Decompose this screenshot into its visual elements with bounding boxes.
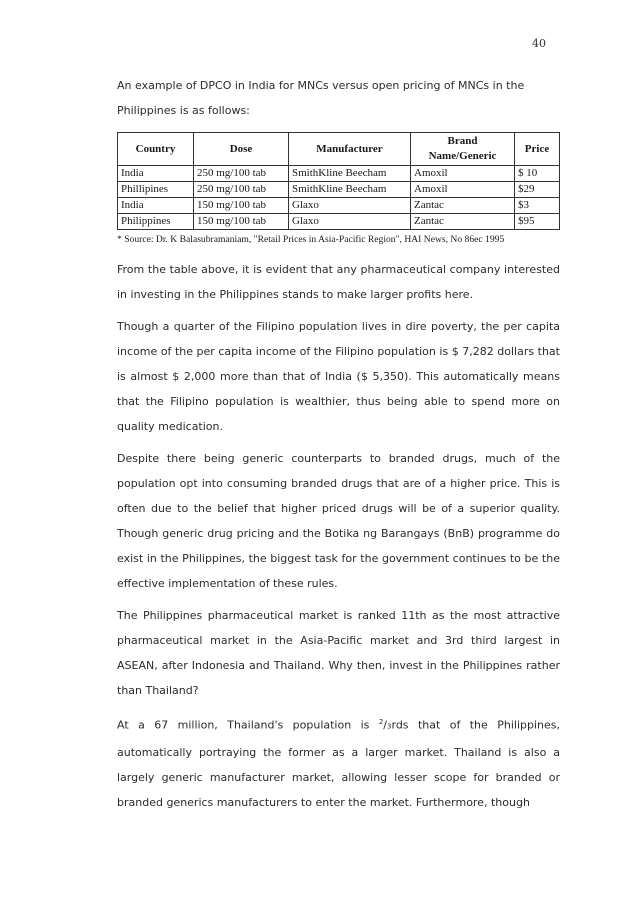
cell-brand: Zantac (411, 198, 515, 214)
cell-dose: 250 mg/100 tab (194, 166, 289, 182)
cell-price: $29 (515, 182, 560, 198)
paragraph: Despite there being generic counterparts to branded drugs, much of the population opt into consuming branded drugs that are of a higher price. This is often due to the belief that higher priced drugs will be of a superior quality. Though generic drug pricing and the Botika ng Barangays (BnB) programme do exist in the Philippines, the biggest task for the government continues to be the effective implementation of these rules. (117, 452, 560, 590)
cell-country: Phillipines (118, 182, 194, 198)
paragraph-last-end: rds that of the Philippines, automatically portraying the former as a larger market. Thailand is also a largely generic manufacturer market, allowing lesser scope for branded or branded generics manufacturers to enter the market. Furthermore, though (117, 718, 560, 809)
paragraph: Though a quarter of the Filipino population lives in dire poverty, the per capita income of the per capita income of the Filipino population is $ 7,282 dollars that is almost $ 2,000 more than that of India ($ 5,350). This automatically means that the Filipino population is wealthier, thus being able to spend more on quality medication. (117, 320, 560, 433)
paragraph-last (117, 710, 560, 815)
cell-manufacturer: Glaxo (289, 214, 411, 230)
paragraph-last-start: At a 67 million, Thailand's population is (117, 718, 379, 732)
page-number: 40 (532, 37, 546, 50)
header-price: Price (515, 133, 560, 166)
table-row (118, 182, 560, 198)
cell-country: India (118, 166, 194, 182)
intro-paragraph (117, 73, 562, 123)
price-comparison-table (117, 132, 560, 230)
cell-brand: Amoxil (411, 166, 515, 182)
cell-manufacturer: SmithKline Beecham (289, 182, 411, 198)
table-row (118, 198, 560, 214)
cell-brand: Amoxil (411, 182, 515, 198)
cell-manufacturer: Glaxo (289, 198, 411, 214)
cell-price: $ 10 (515, 166, 560, 182)
fraction-denominator: 3 (387, 722, 392, 731)
header-dose: Dose (194, 133, 289, 166)
cell-country: Philippines (118, 214, 194, 230)
cell-country: India (118, 198, 194, 214)
cell-dose: 150 mg/100 tab (194, 214, 289, 230)
fraction-numerator: 2 (378, 718, 384, 726)
table-row (118, 214, 560, 230)
table-header-row (118, 133, 560, 166)
header-country: Country (118, 133, 194, 166)
cell-manufacturer: SmithKline Beecham (289, 166, 411, 182)
cell-price: $3 (515, 198, 560, 214)
cell-dose: 250 mg/100 tab (194, 182, 289, 198)
header-manufacturer: Manufacturer (289, 133, 411, 166)
fraction-slash: / (383, 718, 388, 732)
table-source-note: * Source: Dr. K Balasubramaniam, "Retail Prices in Asia-Pacific Region", HAI News, No 86ec 1995 (117, 234, 505, 245)
header-brand-generic: Brand Name/Generic (411, 133, 515, 166)
body-text (117, 257, 560, 822)
cell-dose: 150 mg/100 tab (194, 198, 289, 214)
cell-brand: Zantac (411, 214, 515, 230)
cell-price: $95 (515, 214, 560, 230)
paragraph: The Philippines pharmaceutical market is ranked 11th as the most attractive pharmaceutical market in the Asia-Pacific market and 3rd third largest in ASEAN, after Indonesia and Thailand. Why then, invest in the Philippines rather than Thailand? (117, 609, 560, 697)
paragraph: From the table above, it is evident that any pharmaceutical company interested in investing in the Philippines stands to make larger profits here. (117, 263, 560, 301)
table-row (118, 166, 560, 182)
intro-text: An example of DPCO in India for MNCs versus open pricing of MNCs in the Philippines is as follows: (117, 79, 525, 117)
